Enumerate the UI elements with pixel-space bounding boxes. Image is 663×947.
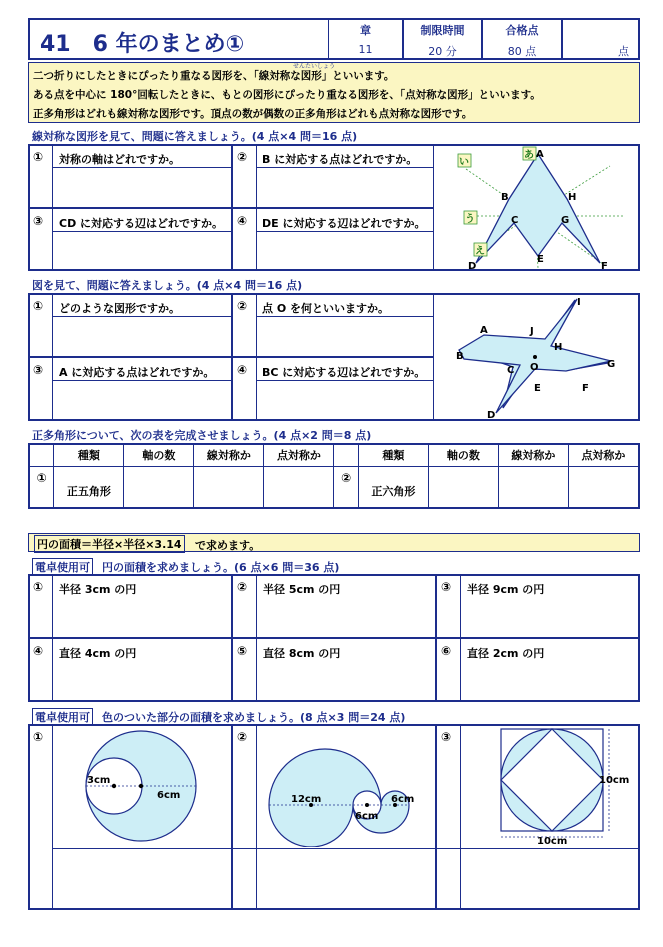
s2-q4-num: ④ (237, 363, 248, 377)
s1-point-E: E (537, 254, 544, 265)
s1-figure (434, 144, 640, 271)
table-row1-num: ① (29, 466, 54, 508)
s5-q1-answer[interactable] (53, 849, 231, 909)
s1-axis-u: う (465, 214, 475, 225)
s2-center-o (533, 355, 537, 359)
section5-tag: 電卓使用可 (32, 708, 93, 726)
s1-q2-num: ② (237, 150, 248, 164)
s4-q1-text: 半径 3cm の円 (59, 583, 137, 596)
s5-fig2-label-12cm: 12cm (291, 794, 322, 805)
s1-point-A: A (536, 149, 544, 160)
table-row2-axes[interactable] (428, 466, 498, 508)
pass-label: 合格点 (505, 24, 539, 37)
s2-point-E: E (534, 383, 541, 394)
intro-line-1: 二つ折りにしたときにぴったり重なる図形を、「線対称な図形」といいます。 (33, 70, 395, 82)
s5-fig1-label-3cm: 3cm (87, 775, 111, 786)
table-header-kind-right: 種類 (358, 444, 428, 466)
s1-point-D: D (468, 261, 477, 271)
s1-q2-text: B に対応する点はどれですか。 (262, 153, 418, 166)
table-header-line-left: 線対称か (194, 444, 264, 466)
s2-point-F: F (582, 383, 589, 394)
s5-fig1 (53, 725, 231, 847)
table-row1-axes[interactable] (124, 466, 194, 508)
table-header-point-right: 点対称か (568, 444, 639, 466)
s5-q2-answer[interactable] (257, 849, 435, 909)
time-label: 制限時間 (420, 24, 465, 37)
s4-q3-num: ③ (441, 580, 452, 594)
s1-q4-num: ④ (237, 214, 248, 228)
s1-divider-right (256, 144, 257, 271)
table-row1-point[interactable] (264, 466, 334, 508)
s1-point-F: F (601, 261, 608, 271)
s5-fig3-label-bottom: 10cm (537, 836, 568, 847)
s2-q3-text: A に対応する点はどれですか。 (59, 366, 215, 379)
table-header-kind-left: 種類 (54, 444, 124, 466)
s2-point-G: G (607, 359, 616, 370)
s1-q1-num: ① (33, 150, 44, 164)
s1-axis-i: い (459, 157, 469, 168)
s4-q2-text: 半径 5cm の円 (263, 583, 341, 596)
intro-ruby: せんたいしょう (293, 63, 336, 70)
s4-q3-text: 半径 9cm の円 (467, 583, 545, 596)
table-header-axes-left: 軸の数 (124, 444, 194, 466)
intro-line-2: ある点を中心に 180°回転したときに、もとの図形にぴったり重なる図形を、「点対称な図形」といいます。 (33, 89, 541, 101)
s2-point-D: D (487, 410, 496, 421)
s2-q1-num: ① (33, 299, 44, 313)
s2-point-C: C (507, 365, 515, 376)
s2-point-O: O (530, 362, 539, 373)
formula-boxed: 円の面積＝半径×半径×3.14 (34, 535, 185, 553)
s5-q1-num: ① (33, 730, 44, 744)
s2-q3-num: ③ (33, 363, 44, 377)
section4-title: 円の面積を求めましょう。(6 点×6 問＝36 点) (102, 561, 340, 574)
s4-divider-1 (52, 574, 53, 702)
score-unit: 点 (618, 45, 629, 58)
s4-q1-num: ① (33, 580, 44, 594)
s1-point-B: B (501, 192, 509, 203)
s1-point-G: G (561, 215, 570, 226)
s4-q4-text: 直径 4cm の円 (59, 647, 137, 660)
s1-q3-text: CD に対応する辺はどれですか。 (59, 217, 224, 230)
intro-line-3: 正多角形はどれも線対称な図形です。頂点の数が偶数の正多角形はどれも点対称な図形です。 (33, 108, 473, 120)
s2-q2-underline (256, 316, 434, 317)
s5-q3-num: ③ (441, 730, 452, 744)
s5-fig2-label-6cm-b: 6cm (391, 794, 415, 805)
s1-axis-a: あ (524, 150, 534, 161)
section3-title: 正多角形について、次の表を完成させましょう。(4 点×2 問＝8 点) (32, 429, 372, 442)
s4-divider-3 (460, 574, 461, 702)
s5-q3-answer[interactable] (461, 849, 639, 909)
table-row2-num: ② (334, 466, 358, 508)
s2-point-B: B (456, 351, 464, 362)
s5-q2-num: ② (237, 730, 248, 744)
s5-fig1-label-6cm: 6cm (157, 790, 181, 801)
pass-value: 80 点 (507, 45, 537, 58)
time-value: 20 分 (428, 45, 457, 58)
s1-axis-e: え (475, 246, 485, 257)
s1-q2-underline (256, 167, 434, 168)
s4-divider-2 (256, 574, 257, 702)
s2-q1-underline (52, 316, 232, 317)
s1-q1-text: 対称の軸はどれですか。 (59, 153, 180, 166)
s4-q6-text: 直径 2cm の円 (467, 647, 545, 660)
s1-q4-underline (256, 231, 434, 232)
page-title: 41 6 年のまとめ① (40, 32, 245, 57)
s1-q1-underline (52, 167, 232, 168)
table-row2-name: 正六角形 (358, 466, 428, 508)
table-row1-line[interactable] (194, 466, 264, 508)
s2-point-I: I (577, 297, 581, 308)
table-row2-point[interactable] (568, 466, 639, 508)
s4-q6-num: ⑥ (441, 644, 452, 658)
s2-q1-text: どのような図形ですか。 (59, 302, 180, 315)
s2-divider-right (256, 293, 257, 421)
s1-point-H: H (568, 192, 577, 203)
s5-fig2-label-6cm-a: 6cm (355, 811, 379, 822)
section1-title: 線対称な図形を見て、問題に答えましょう。(4 点×4 問＝16 点) (32, 130, 358, 143)
table-header-point-left: 点対称か (264, 444, 334, 466)
s2-q3-underline (52, 380, 232, 381)
s1-q4-text: DE に対応する辺はどれですか。 (262, 217, 426, 230)
section4-tag: 電卓使用可 (32, 558, 93, 576)
table-header-line-right: 線対称か (498, 444, 568, 466)
section5-title: 色のついた部分の面積を求めましょう。(8 点×3 問＝24 点) (102, 711, 406, 724)
s2-point-A: A (480, 325, 488, 336)
s5-fig2 (257, 725, 435, 847)
table-corner-left (29, 444, 54, 466)
table-row1-name: 正五角形 (54, 466, 124, 508)
chapter-label: 章 (360, 24, 371, 37)
s1-divider-left (52, 144, 53, 271)
s4-q5-num: ⑤ (237, 644, 248, 658)
s2-q4-text: BC に対応する辺はどれですか。 (262, 366, 426, 379)
s1-q3-num: ③ (33, 214, 44, 228)
s2-point-J: J (530, 326, 534, 337)
chapter-value: 11 (358, 43, 373, 56)
s2-q4-underline (256, 380, 434, 381)
polygon-table (28, 443, 640, 509)
s2-figure (434, 293, 640, 421)
s4-q5-text: 直径 8cm の円 (263, 647, 341, 660)
s5-fig3 (461, 725, 639, 847)
s2-divider-left (52, 293, 53, 421)
section2-title: 図を見て、問題に答えましょう。(4 点×4 問＝16 点) (32, 279, 303, 292)
s4-q4-num: ④ (33, 644, 44, 658)
s1-point-C: C (511, 215, 519, 226)
s1-shape (476, 154, 600, 263)
table-header-axes-right: 軸の数 (428, 444, 498, 466)
s2-q2-num: ② (237, 299, 248, 313)
s4-q2-num: ② (237, 580, 248, 594)
s2-point-H: H (554, 342, 563, 353)
table-corner-right (334, 444, 358, 466)
s5-fig3-label-right: 10cm (599, 775, 630, 786)
s1-q3-underline (52, 231, 232, 232)
table-row2-line[interactable] (498, 466, 568, 508)
formula-rest: で求めます。 (195, 539, 261, 552)
s2-q2-text: 点 O を何といいますか。 (262, 302, 390, 315)
